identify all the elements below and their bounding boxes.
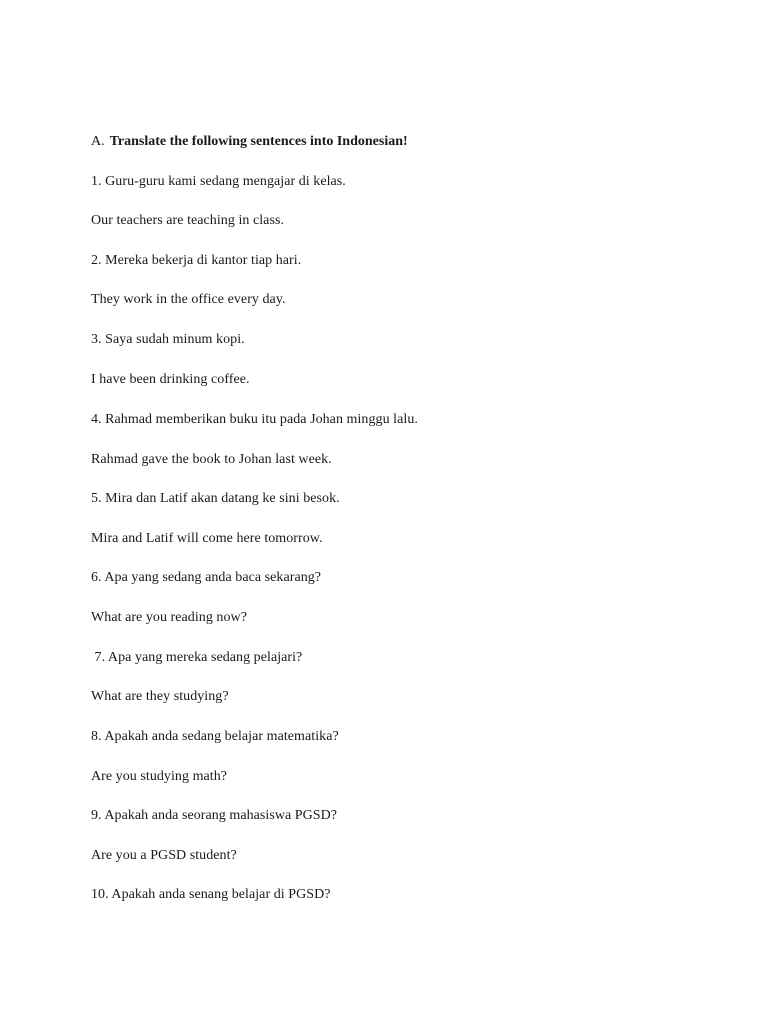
sentence-2-english: They work in the office every day. [91,292,286,307]
sentence-9-english: Are you a PGSD student? [91,848,237,863]
section-heading [91,132,408,152]
sentence-10-indonesian: 10. Apakah anda senang belajar di PGSD? [91,887,331,902]
sentence-1-indonesian: 1. Guru-guru kami sedang mengajar di kelas. [91,174,346,189]
sentence-1-english: Our teachers are teaching in class. [91,213,284,228]
sentence-4-english: Rahmad gave the book to Johan last week. [91,452,332,467]
sentence-9-indonesian: 9. Apakah anda seorang mahasiswa PGSD? [91,808,338,823]
sentence-8-english: Are you studying math? [91,769,228,784]
section-instruction: Translate the following sentences into Indonesian! [109,134,408,149]
sentence-7-english: What are they studying? [91,689,229,704]
sentence-8-indonesian: 8. Apakah anda sedang belajar matematika? [91,729,339,744]
sentence-3-english: I have been drinking coffee. [91,372,250,387]
sentence-6-english: What are you reading now? [91,610,247,625]
sentence-7-indonesian: 7. Apa yang mereka sedang pelajari? [91,650,303,665]
sentence-2-indonesian: 2. Mereka bekerja di kantor tiap hari. [91,253,302,268]
section-letter: A. [91,134,105,149]
sentence-4-indonesian: 4. Rahmad memberikan buku itu pada Johan minggu lalu. [91,412,418,427]
sentence-3-indonesian: 3. Saya sudah minum kopi. [91,332,245,347]
sentence-5-english: Mira and Latif will come here tomorrow. [91,531,323,546]
sentence-6-indonesian: 6. Apa yang sedang anda baca sekarang? [91,570,322,585]
sentence-5-indonesian: 5. Mira dan Latif akan datang ke sini besok. [91,491,340,506]
